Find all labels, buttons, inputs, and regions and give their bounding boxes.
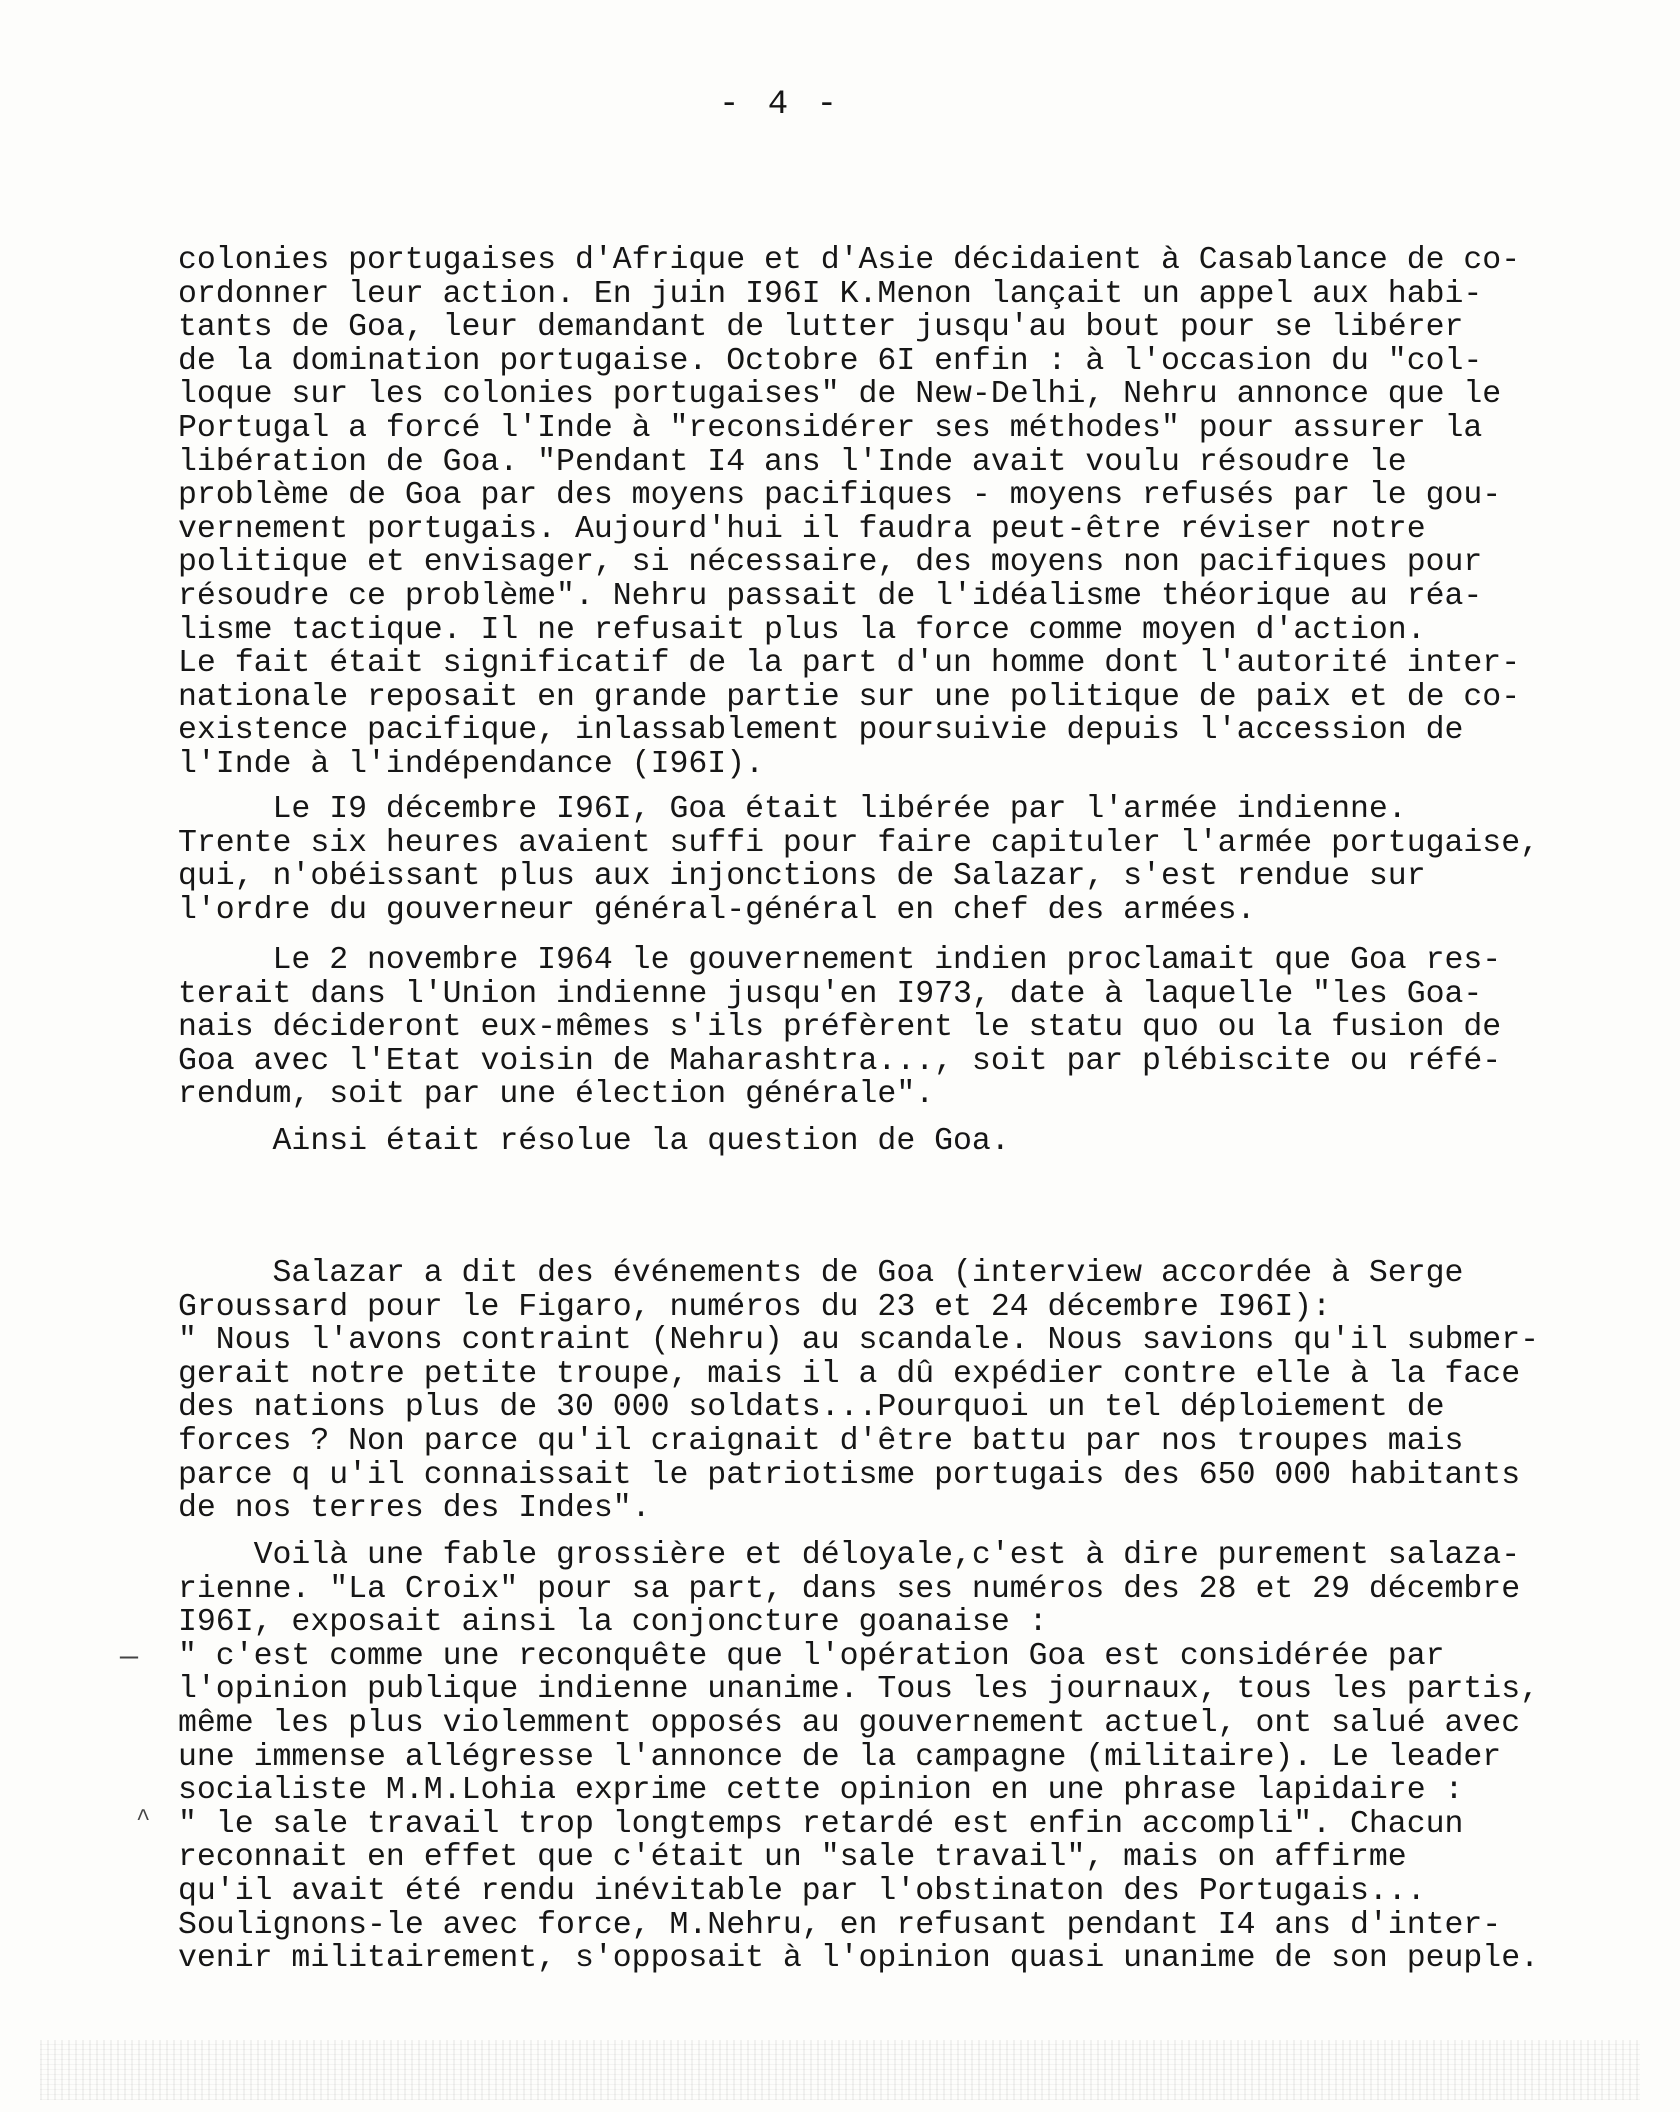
text-line: Le 2 novembre I964 le gouvernement indien proclamait que Goa res- [178,943,1502,978]
text-line: Soulignons-le avec force, M.Nehru, en refusant pendant I4 ans d'inter- [178,1907,1502,1943]
text-line: reconnait en effet que c'était un "sale travail", mais on affirme [178,1840,1407,1876]
text-line: gerait notre petite troupe, mais il a dû expédier contre elle à la face [178,1356,1521,1392]
page-number: - 4 - [718,86,842,124]
text-line: lisme tactique. Il ne refusait plus la force comme moyen d'action. [178,612,1426,648]
text-line: terait dans l'Union indienne jusqu'en I973, date à laquelle "les Goa- [178,976,1483,1012]
text-line: libération de Goa. "Pendant I4 ans l'Inde avait voulu résoudre le [178,444,1407,480]
text-line: Trente six heures avaient suffi pour faire capituler l'armée portugaise, [178,825,1540,861]
text-line: nationale reposait en grande partie sur une politique de paix et de co- [178,679,1521,715]
text-line: existence pacifique, inlassablement poursuivie depuis l'accession de [178,713,1464,749]
margin-caret-mark: ^ [136,1806,151,1833]
text-line: problème de Goa par des moyens pacifiques - moyens refusés par le gou- [178,478,1502,514]
margin-dash-mark: — [120,1641,139,1675]
text-line: Portugal a forcé l'Inde à "reconsidérer ses méthodes" pour assurer la [178,410,1483,446]
text-line: forces ? Non parce qu'il craignait d'être battu par nos troupes mais [178,1423,1464,1459]
text-line: Ainsi était résolue la question de Goa. [178,1124,1010,1159]
text-line: qu'il avait été rendu inévitable par l'obstinaton des Portugais... [178,1873,1426,1909]
text-line: loque sur les colonies portugaises" de New-Delhi, Nehru annonce que le [178,377,1502,413]
text-line: de la domination portugaise. Octobre 6I enfin : à l'occasion du "col- [178,343,1483,379]
text-line: politique et envisager, si nécessaire, des moyens non pacifiques pour [178,545,1483,581]
text-line: ordonner leur action. En juin I96I K.Menon lançait un appel aux habi- [178,276,1483,312]
paragraph-5 [178,1257,1658,1526]
text-line: " le sale travail trop longtemps retardé est enfin accompli". Chacun [178,1806,1464,1842]
text-line: l'Inde à l'indépendance (I96I). [178,746,764,782]
text-line: une immense allégresse l'annonce de la campagne (militaire). Le leader [178,1739,1502,1775]
text-line: " c'est comme une reconquête que l'opération Goa est considérée par [178,1638,1445,1674]
text-line: l'opinion publique indienne unanime. Tous les journaux, tous les partis, [178,1672,1540,1708]
paragraph-2 [178,793,1658,927]
text-line: Groussard pour le Figaro, numéros du 23 et 24 décembre I96I): [178,1289,1332,1325]
text-line: colonies portugaises d'Afrique et d'Asie décidaient à Casablance de co- [178,243,1521,278]
paragraph-6 [178,1539,1658,1976]
text-line: vernement portugais. Aujourd'hui il faudra peut-être réviser notre [178,511,1426,547]
text-line: qui, n'obéissant plus aux injonctions de Salazar, s'est rendue sur [178,859,1426,895]
text-line: rienne. "La Croix" pour sa part, dans ses numéros des 28 et 29 décembre [178,1571,1521,1607]
text-line: Voilà une fable grossière et déloyale,c'est à dire purement salaza- [178,1538,1521,1573]
text-line: tants de Goa, leur demandant de lutter jusqu'au bout pour se libérer [178,310,1464,346]
text-line: I96I, exposait ainsi la conjoncture goanaise : [178,1605,1048,1641]
text-line: Goa avec l'Etat voisin de Maharashtra..., soit par plébiscite ou réfé- [178,1043,1502,1079]
text-line: Le fait était significatif de la part d'un homme dont l'autorité inter- [178,646,1521,682]
text-line: " Nous l'avons contraint (Nehru) au scandale. Nous savions qu'il submer- [178,1323,1540,1359]
text-line: résoudre ce problème". Nehru passait de l'idéalisme théorique au réa- [178,578,1483,614]
scan-noise-strip [40,2040,1640,2100]
text-line: de nos terres des Indes". [178,1491,651,1527]
text-line: parce q u'il connaissait le patriotisme portugais des 650 000 habitants [178,1457,1521,1493]
text-line: même les plus violemment opposés au gouvernement actuel, ont salué avec [178,1705,1521,1741]
text-line: l'ordre du gouverneur général-général en chef des armées. [178,892,1256,928]
paragraph-1 [178,244,1658,782]
text-line: Salazar a dit des événements de Goa (interview accordée à Serge [178,1256,1464,1291]
text-line: des nations plus de 30 000 soldats...Pourquoi un tel déploiement de [178,1390,1445,1426]
text-line: Le I9 décembre I96I, Goa était libérée par l'armée indienne. [178,792,1407,827]
paragraph-4 [178,1125,1658,1159]
text-line: rendum, soit par une élection générale". [178,1077,935,1113]
text-line: venir militairement, s'opposait à l'opinion quasi unanime de son peuple. [178,1941,1540,1977]
text-line: socialiste M.M.Lohia exprime cette opinion en une phrase lapidaire : [178,1773,1464,1809]
text-line: nais décideront eux-mêmes s'ils préfèrent le statu quo ou la fusion de [178,1010,1502,1046]
paragraph-3 [178,944,1658,1112]
